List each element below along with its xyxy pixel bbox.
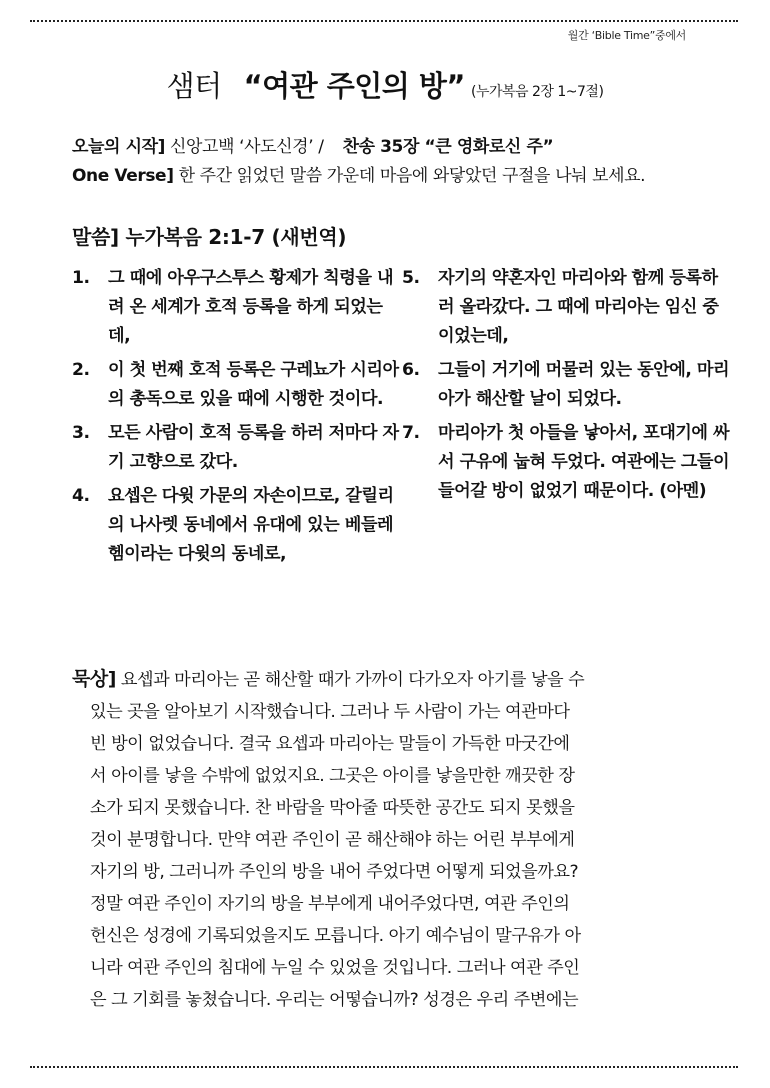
- source-note: 월간 ‘Bible Time”중에서: [567, 29, 686, 42]
- verse-text: 요셉은 다윗 가문의 자손이므로, 갈릴리의 나사렛 동네에서 유대에 있는 베들레헴이라는 다윗의 동네로,: [108, 486, 394, 564]
- meditation-line: 것이 분명합니다. 만약 여관 주인이 곧 해산해야 하는 어린 부부에게: [90, 830, 575, 850]
- verse-text: 모든 사람이 호적 등록을 하러 저마다 자기 고향으로 갔다.: [108, 423, 399, 472]
- verse-number: 2.: [72, 360, 90, 380]
- verse-number: 7.: [402, 423, 420, 443]
- verse-number: 1.: [72, 268, 90, 288]
- meditation-line: 요셉과 마리아는 곧 해산할 때가 가까이 다가오자 아기를 낳을 수: [120, 670, 585, 690]
- meditation-line: 빈 방이 없었습니다. 결국 요셉과 마리아는 말들이 가득한 마굿간에: [90, 734, 570, 754]
- verse-item: [72, 264, 402, 351]
- verse-text: 이 첫 번째 호적 등록은 구레뇨가 시리아의 총독으로 있을 때에 시행한 것이다.: [108, 360, 399, 409]
- page-title: [0, 64, 770, 105]
- one-verse-text: 한 주간 읽었던 말씀 가운데 마음에 와닿았던 구절을 나눠 보세요.: [178, 166, 646, 186]
- verse-item: [402, 419, 732, 506]
- start-label: 오늘의 시작]: [72, 137, 165, 157]
- scripture-left-column: [72, 264, 402, 574]
- intro-verse-line: [72, 161, 752, 186]
- verse-number: 4.: [72, 486, 90, 506]
- meditation-line: 소가 되지 못했습니다. 찬 바람을 막아줄 따뜻한 공간도 되지 못했을: [90, 798, 575, 818]
- meditation-line: 은 그 기회를 놓쳤습니다. 우리는 어떻습니까? 성경은 우리 주변에는: [90, 990, 579, 1010]
- title-reference: (누가복음 2장 1~7절): [471, 84, 604, 100]
- scripture-right-column: [402, 264, 732, 511]
- hymn-text: 찬송 35장 “큰 영화로신 주”: [342, 137, 554, 157]
- start-text: 신앙고백 ‘사도신경’ /: [170, 137, 324, 157]
- verse-number: 5.: [402, 268, 420, 288]
- bottom-dotted-rule: [30, 1066, 738, 1068]
- meditation-section: [72, 663, 708, 1016]
- verse-text: 그 때에 아우구스투스 황제가 칙령을 내려 온 세계가 호적 등록을 하게 되었는데,: [108, 268, 394, 346]
- verse-text: 마리아가 첫 아들을 낳아서, 포대기에 싸서 구유에 눕혀 두었다. 여관에는 그들이 들어갈 방이 없었기 때문이다. (아멘): [438, 423, 730, 501]
- one-verse-label: One Verse]: [72, 166, 174, 186]
- meditation-line: 자기의 방, 그러니까 주인의 방을 내어 주었다면 어떻게 되었을까요?: [90, 862, 579, 882]
- verse-item: [72, 419, 402, 477]
- intro-start-line: [72, 132, 752, 157]
- meditation-line: 서 아이를 낳을 수밖에 없었지요. 그곳은 아이를 낳을만한 깨끗한 장: [90, 766, 575, 786]
- scripture-heading: 말씀] 누가복음 2:1-7 (새번역): [72, 225, 347, 249]
- verse-item: [72, 482, 402, 569]
- meditation-label: 묵상]: [72, 668, 116, 690]
- title-sub: “여관 주인의 방”: [243, 69, 465, 103]
- meditation-line: 있는 곳을 알아보기 시작했습니다. 그러나 두 사람이 가는 여관마다: [90, 702, 570, 722]
- verse-text: 그들이 거기에 머물러 있는 동안에, 마리아가 해산할 날이 되었다.: [438, 360, 730, 409]
- top-dotted-rule: [30, 20, 738, 22]
- meditation-line: 정말 여관 주인이 자기의 방을 부부에게 내어주었다면, 여관 주인의: [90, 894, 570, 914]
- meditation-first-line: [72, 663, 708, 696]
- verse-text: 자기의 약혼자인 마리아와 함께 등록하러 올라갔다. 그 때에 마리아는 임신 중이었는데,: [438, 268, 719, 346]
- verse-number: 6.: [402, 360, 420, 380]
- title-main: 샘터: [166, 69, 222, 103]
- verse-item: [402, 356, 732, 414]
- verse-item: [72, 356, 402, 414]
- verse-item: [402, 264, 732, 351]
- meditation-line: 니라 여관 주인의 침대에 누일 수 있었을 것입니다. 그러나 여관 주인: [90, 958, 580, 978]
- verse-number: 3.: [72, 423, 90, 443]
- meditation-line: 헌신은 성경에 기록되었을지도 모릅니다. 아기 예수님이 말구유가 아: [90, 926, 581, 946]
